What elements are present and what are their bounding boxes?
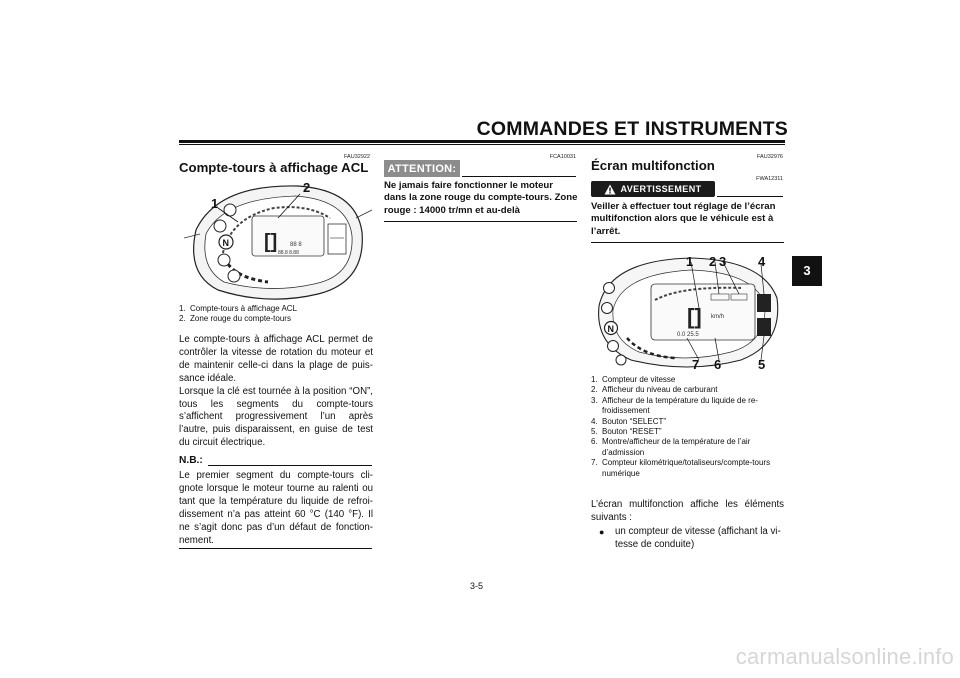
- figure-label-3: 3: [719, 254, 727, 269]
- figure-label-5: 5: [758, 357, 766, 372]
- attention-rule: [462, 176, 576, 177]
- tachometer-description: [179, 334, 373, 450]
- paragraph: Le compte-tours à affichage ACL permet de contrôler la vitesse de rotation du moteur et de maintenir celle-ci dans la plage de puis-sance idéale.: [179, 334, 373, 384]
- figure-label-7: 7: [692, 357, 700, 372]
- svg-text:88 8: 88 8: [290, 242, 302, 248]
- multifunction-bullets: [599, 526, 784, 552]
- bullet-icon: ●: [599, 527, 605, 537]
- section-title-tachometer: Compte-tours à affichage ACL: [179, 160, 369, 175]
- page-number: 3-5: [470, 581, 484, 591]
- caption-item: 7. Compteur kilométrique/totaliseurs/compte-tours numérique: [591, 458, 771, 478]
- watermark[interactable]: carmanualsonline.info: [735, 644, 954, 669]
- caption-item: 3. Afficheur de la température du liquide de re-froidissement: [591, 395, 758, 416]
- section-code: FAU32976: [757, 154, 783, 160]
- header-rule-thin: [179, 144, 785, 145]
- figure-label-2: 2: [303, 180, 311, 195]
- figure-label-1: 1: [686, 254, 694, 269]
- attention-end-rule: [384, 221, 577, 222]
- svg-text:[]: []: [687, 304, 702, 329]
- nb-label: N.B.:: [179, 455, 203, 466]
- warning-code: FWA12311: [756, 176, 783, 182]
- svg-text:N: N: [222, 238, 229, 248]
- svg-text:[]: []: [264, 231, 278, 253]
- nb-text: Le premier segment du compte-tours cli-gnote lorsque le moteur tourne au ralenti ou tant que la température du liquide de refroi-dissement n’a pas atteint 60 °C (140 °F). Il ne s’agit donc pas d’un défaut de fonction-nement.: [179, 470, 373, 546]
- section-code: FCA10031: [549, 154, 576, 160]
- section-code: FAU32922: [344, 154, 370, 160]
- tachometer-captions: [179, 304, 374, 325]
- caption-item: 5. Bouton “RESET”: [591, 427, 662, 437]
- chapter-tab[interactable]: 3: [792, 256, 822, 286]
- figure-label-6: 6: [714, 357, 722, 372]
- multifunction-intro: L’écran multifonction affiche les éléments suivants :: [591, 499, 784, 523]
- svg-text:km/h: km/h: [711, 314, 725, 320]
- tachometer-figure: [178, 178, 374, 308]
- section-title-multifunction: Écran multifonction: [591, 158, 715, 173]
- nb-end-rule: [179, 548, 372, 549]
- figure-label-4: 4: [758, 254, 766, 269]
- warning-triangle-icon: [604, 184, 616, 195]
- nb-rule: [208, 465, 372, 466]
- caption-item: 1. Compteur de vitesse: [591, 375, 676, 384]
- svg-text:N: N: [607, 324, 614, 334]
- header-rule: [179, 140, 785, 143]
- attention-text: Ne jamais faire fonctionner le moteur dans la zone rouge du compte-tours. Zone rouge : 14000 tr/mn et au-delà: [384, 180, 578, 216]
- list-item: ● un compteur de vitesse (affichant la vi-tesse de conduite): [599, 526, 781, 550]
- svg-text:0.0 25.5: 0.0 25.5: [677, 332, 699, 338]
- figure-label-2: 2: [709, 254, 717, 269]
- caption-item: 2. Zone rouge du compte-tours: [179, 314, 291, 324]
- caption-item: 2. Afficheur du niveau de carburant: [591, 385, 718, 395]
- chapter-title: COMMANDES ET INSTRUMENTS: [476, 118, 788, 140]
- caption-item: 1. Compte-tours à affichage ACL: [179, 304, 298, 313]
- caption-item: 6. Montre/afficheur de la température de l’air d’admission: [591, 437, 751, 457]
- attention-badge: ATTENTION:: [384, 160, 460, 177]
- multifunction-captions: [591, 375, 784, 479]
- warning-text: Veiller à effectuer tout réglage de l’écran multifonction alors que le véhicule est à l’arrêt.: [591, 201, 776, 237]
- warning-rule: [717, 196, 783, 197]
- warning-badge: AVERTISSEMENT: [591, 181, 715, 197]
- svg-text:88.8 8.88: 88.8 8.88: [278, 250, 299, 256]
- figure-label-1: 1: [211, 196, 219, 211]
- warning-end-rule: [591, 242, 784, 243]
- caption-item: 4. Bouton “SELECT”: [591, 416, 667, 426]
- paragraph: Lorsque la clé est tournée à la position “ON”, tous les segments du compte-tours s’affichent progressivement l’un après l’autre, puis disparaissent, en guise de test du circuit électrique.: [179, 385, 373, 449]
